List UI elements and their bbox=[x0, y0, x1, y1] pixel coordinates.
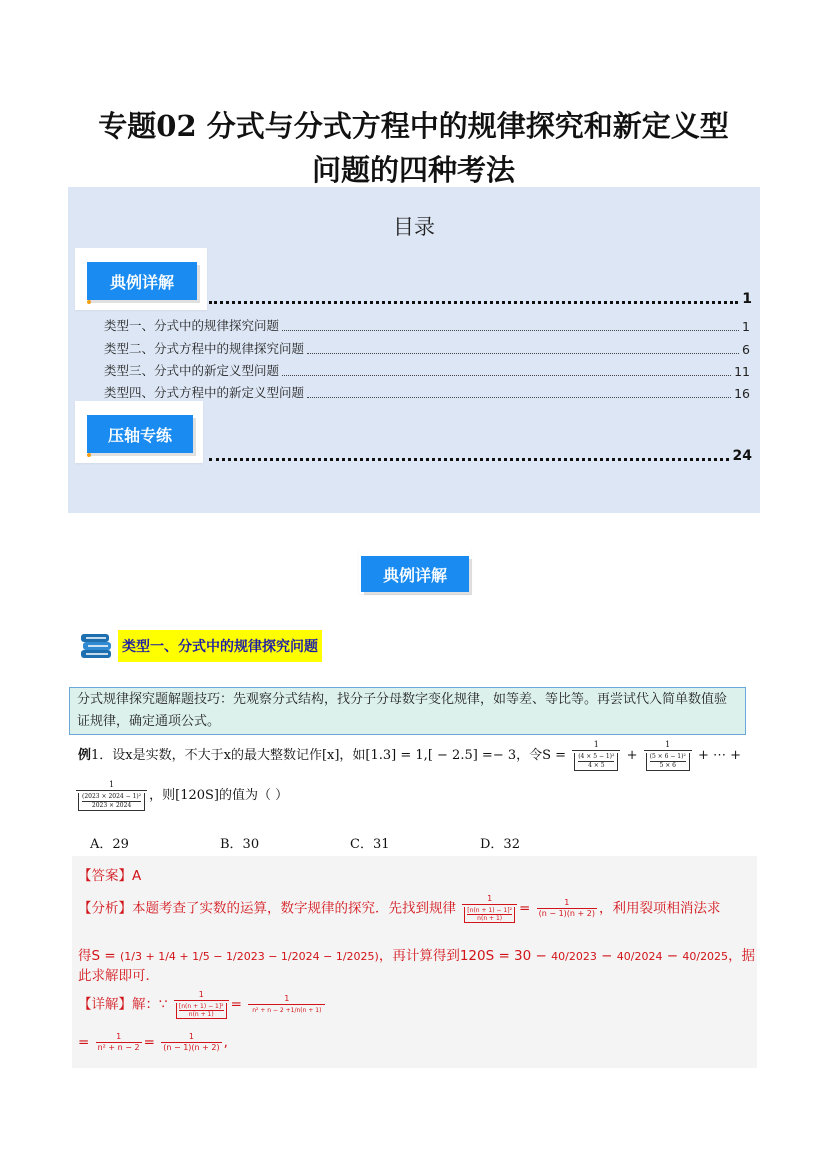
document-title bbox=[40, 104, 787, 192]
example-line-2: $\frac{1}{\frac{\text{(2023 × 2024 − 1)²}}{2023 \times 2024}}$ ，则[120S]的值为（ ） bbox=[74, 780, 288, 811]
analysis-line-1: 【分析】本题考查了实数的运算，数字规律的探究．先找到规律 $\frac{1}{\frac{\text{[n(n + 1) − 1]²}}{n(n + 1)}}$ = $\frac{1}{(n - 1)(n + 2)}$ ，利用裂项相消法求 bbox=[78, 894, 721, 922]
answer-section bbox=[72, 856, 757, 1068]
detail-line-2: = $\frac{1}{\text{n² + n − 2}}$ = $\frac{1}{(n - 1)(n + 2)}$ , bbox=[78, 1032, 228, 1052]
toc-section2-badge[interactable] bbox=[75, 401, 203, 463]
fraction-term-1: $\frac{1}{\frac{\text{(4 × 5 − 1)²}}{4 \times 5}}$ bbox=[572, 740, 620, 771]
answer-options bbox=[90, 833, 610, 852]
title-line-1: 专题02 分式与分式方程中的规律探究和新定义型 bbox=[98, 109, 729, 143]
toc-entry[interactable]: 类型三、分式中的新定义型问题 11 bbox=[104, 363, 750, 379]
option-c[interactable]: C．31 bbox=[350, 837, 390, 852]
fraction-term-2: $\frac{1}{\frac{\text{(5 × 6 − 1)²}}{5 \times 6}}$ bbox=[644, 740, 692, 771]
toc-entry[interactable]: 类型二、分式方程中的规律探究问题 6 bbox=[104, 341, 750, 357]
option-a[interactable]: A．29 bbox=[90, 837, 129, 852]
toc-section2-label: 压轴专练 bbox=[87, 415, 193, 453]
example-line-1: 例1．设x是实数，不大于x的最大整数记作[x]，如[1.3] = 1,[ − 2.5] =− 3，令S = $\frac{1}{\frac{\text{(4 × 5 − 1)²}}{4 \times 5}}$ + $\frac{1}{\frac{\text{(5 × 6 − 1)²}}{5 \times 6}}$ + ⋯ + bbox=[78, 740, 742, 769]
type1-heading bbox=[78, 628, 322, 664]
option-b[interactable]: B．30 bbox=[220, 837, 260, 852]
toc-section1-badge[interactable] bbox=[75, 248, 207, 310]
toc-entry[interactable]: 类型一、分式中的规律探究问题 1 bbox=[104, 318, 750, 334]
option-d[interactable]: D．32 bbox=[480, 837, 520, 852]
toc-section1-leader[interactable] bbox=[209, 291, 752, 307]
books-icon bbox=[78, 628, 114, 664]
fraction-term-last: $\frac{1}{\frac{\text{(2023 × 2024 − 1)²}}{2023 \times 2024}}$ bbox=[76, 780, 147, 811]
section-badge-label: 典例详解 bbox=[361, 556, 469, 592]
toc-section2-leader[interactable] bbox=[209, 448, 752, 464]
title-line-2: 问题的四种考法 bbox=[311, 153, 515, 187]
type1-label: 类型一、分式中的规律探究问题 bbox=[118, 630, 322, 662]
toc-entry[interactable]: 类型四、分式方程中的新定义型问题 16 bbox=[104, 385, 750, 401]
toc-section1-page: 1 bbox=[742, 291, 752, 307]
section-badge bbox=[359, 548, 471, 594]
toc-section1-label: 典例详解 bbox=[87, 262, 197, 300]
detail-line-1: 【详解】解：∵ $\frac{1}{\frac{\text{[n(n + 1) − 1]²}}{n(n + 1)}}$ = 1 n² + n − 2 + 1/n(n + 1) bbox=[78, 990, 327, 1019]
toc-section2-page: 24 bbox=[732, 448, 752, 464]
answer-label: 【答案】A bbox=[78, 868, 142, 884]
tip-box: 分式规律探究题解题技巧：先观察分式结构，找分子分母数字变化规律，如等差、等比等。再尝试代入简单数值验证规律，确定通项公式。 bbox=[69, 687, 746, 735]
analysis-line-2: 得S = (1/3 + 1/4 + 1/5 − 1/2023 − 1/2024 − 1/2025)，再计算得到120S = 30 − 40/2023 − 40/2024 − 40/2025，据此求解即可． bbox=[78, 948, 756, 984]
toc-heading: 目录 bbox=[393, 215, 435, 239]
